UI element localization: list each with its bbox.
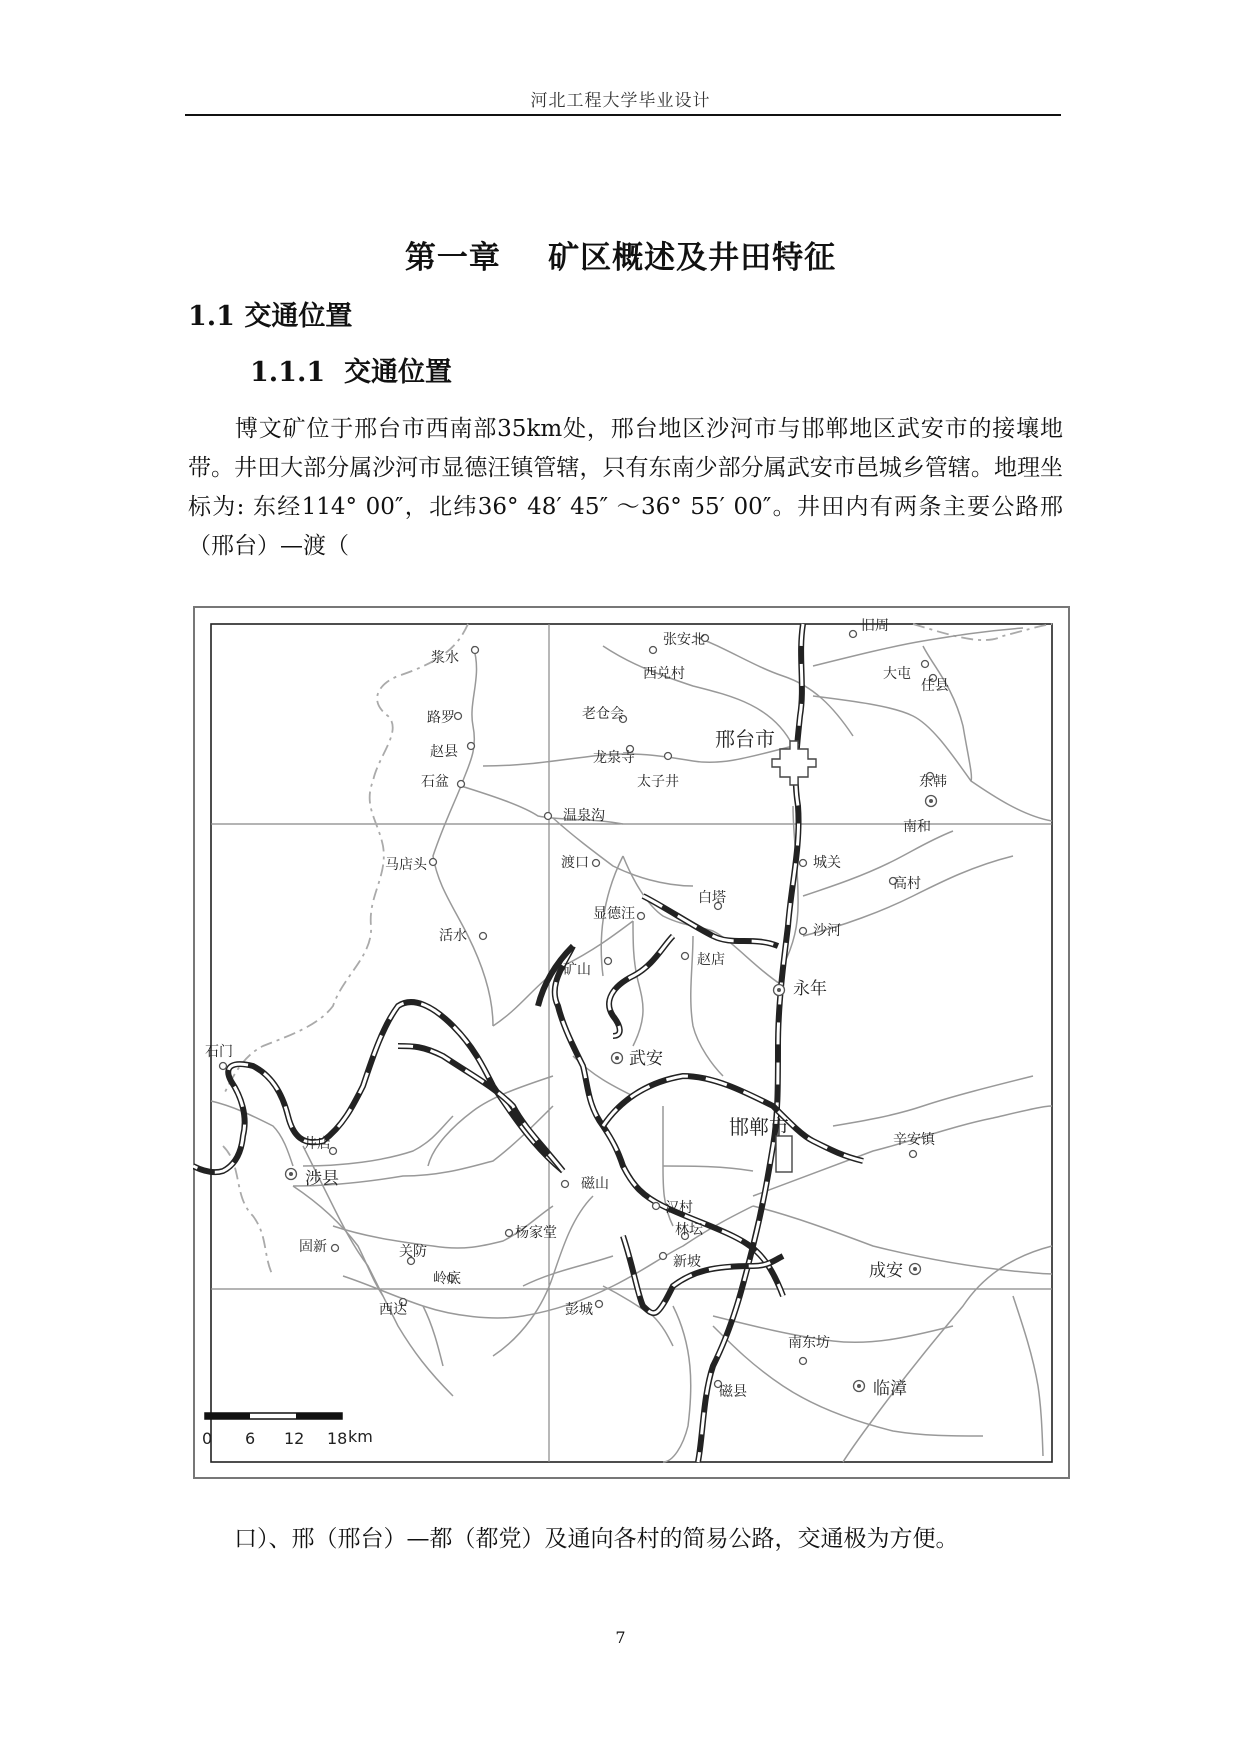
place-label-shipen: 石盆 [421,774,449,790]
place-label-yongnian: 永年 [793,979,827,999]
place-label-xinanzhen: 辛安镇 [893,1132,935,1148]
place-label-guanfang: 关防 [399,1244,427,1260]
scale-tick-0: 0 [202,1429,213,1448]
place-label-taizijing: 太子井 [637,774,679,790]
place-label-pengcheng: 彭城 [565,1302,593,1318]
paragraph-location-text: 博文矿位于邢台市西南部35km处，邢台地区沙河市与邯郸地区武安市的接壤地带。井田大部分属沙河市显德汪镇管辖，只有东南少部分属武安市邑城乡管辖。地理坐标为: 东经114° 00″，北纬36° 48′ 45″ ～36° 55′ 00″。井田内有两条主要公路邢（邢台）—渡（ [188,416,1063,559]
place-marker-xinpo [660,1253,667,1260]
place-label-chengguan: 城关 [813,855,841,871]
subsection-title: 1.1.1 交通位置 [250,357,452,388]
place-label-wuan: 武安 [629,1049,663,1069]
paragraph-location [188,410,1063,566]
place-marker-madiantou [430,859,437,866]
place-label-zhaoxian: 赵县 [430,744,458,760]
traffic-location-map [193,606,1070,1479]
place-marker-jiangshui [472,647,479,654]
place-label-huoshui: 活水 [439,928,467,944]
place-label-shexian: 涉县 [305,1169,339,1189]
place-marker-taizijing [665,753,672,760]
xingtai-city-symbol [772,741,816,785]
place-marker-dot-shexian [289,1172,293,1176]
place-label-renxian: 任县 [921,678,949,694]
place-marker-xiduicun [650,647,657,654]
scale-tick-6: 6 [245,1429,256,1448]
place-label-datun: 大屯 [883,666,911,682]
place-marker-shahe [800,928,807,935]
place-label-luluo: 路罗 [427,710,455,726]
place-marker-kuangshan [605,958,612,965]
place-marker-chengguan [800,860,807,867]
map-scale-bar [202,1413,373,1448]
scale-unit: km [348,1427,373,1446]
place-label-zhanganbei: 张安北 [663,632,705,648]
place-label-wenquangou: 温泉沟 [563,808,605,824]
place-label-dukou: 渡口 [561,855,589,871]
place-label-gaocun: 高村 [893,876,921,892]
place-label-shahe: 沙河 [813,923,841,939]
place-label-shimen: 石门 [205,1044,233,1060]
page-number: 7 [615,1628,626,1647]
place-label-nandongfang: 南东坊 [788,1335,830,1351]
place-label-cixian: 磁县 [719,1384,747,1400]
place-label-madiantou: 马店头 [385,857,427,873]
scale-tick-18: 18 [327,1429,348,1448]
place-label-lintan: 林坛 [675,1222,703,1238]
place-marker-hancun [653,1203,660,1210]
place-marker-dot-linzhang [857,1384,861,1388]
place-label-linzhang: 临漳 [873,1379,907,1399]
handan-city-symbol [776,1136,792,1172]
place-marker-xiandewang [638,913,645,920]
place-marker-guxin [332,1245,339,1252]
place-label-jiangshui: 浆水 [431,650,459,666]
place-label-xingtai: 邢台市 [715,727,775,751]
place-label-zhaodian: 赵店 [697,952,725,968]
place-marker-datun [922,661,929,668]
place-marker-xinanzhen [910,1151,917,1158]
place-marker-luluo [455,713,462,720]
place-marker-jiuzhou [850,631,857,638]
place-label-handan: 邯郸市 [729,1115,789,1139]
place-label-laocanghui: 老仓会 [582,706,624,722]
place-marker-shimen [220,1063,227,1070]
place-marker-wenquangou [545,813,552,820]
place-marker-dot-nanhe [929,799,933,803]
place-label-guxin: 固新 [299,1239,327,1255]
place-marker-pengcheng [596,1301,603,1308]
place-marker-dukou [593,860,600,867]
place-marker-cishan [562,1181,569,1188]
place-label-xiandewang: 显德汪 [593,906,635,922]
map-places [205,618,949,1400]
place-label-kuangshan: 矿山 [563,962,591,978]
place-label-yangjiatang: 杨家堂 [515,1225,557,1241]
place-label-jingdian: 井店 [303,1136,331,1152]
place-marker-dot-wuan [615,1056,619,1060]
place-label-baita: 白塔 [698,890,726,906]
place-marker-huoshui [480,933,487,940]
place-label-cishan: 磁山 [581,1176,609,1192]
place-marker-dot-yongnian [777,988,781,992]
paragraph-roads: 口）、邢（邢台）—都（都党）及通向各村的简易公路，交通极为方便。 [234,1526,959,1552]
place-marker-nandongfang [800,1358,807,1365]
header-title: 河北工程大学毕业设计 [530,91,711,111]
place-label-xida: 西达 [379,1302,407,1318]
place-label-longquansi: 龙泉寺 [593,750,635,766]
place-marker-yangjiatang [506,1230,513,1237]
place-marker-zhaodian [682,953,689,960]
place-marker-dot-chengan [913,1267,917,1271]
place-label-xinpo: 新坡 [673,1254,701,1270]
place-label-chengan: 成安 [869,1261,903,1281]
chapter-title: 第一章 矿区概述及井田特征 [404,240,837,276]
place-label-donghan: 东韩 [919,774,947,790]
section-title: 1.1 交通位置 [188,301,353,332]
place-label-xiduicun: 西兑村 [643,666,685,682]
place-marker-shipen [458,781,465,788]
place-label-nanhe: 南和 [903,819,931,835]
map-boundaries [223,624,1052,1276]
header-rule [185,114,1061,116]
place-marker-zhaoxian [468,743,475,750]
place-label-jiuzhou: 旧周 [861,618,889,634]
scale-tick-12: 12 [284,1429,305,1448]
place-label-hancun: 汉村 [665,1200,693,1216]
place-label-lingdi: 岭底 [433,1271,461,1287]
